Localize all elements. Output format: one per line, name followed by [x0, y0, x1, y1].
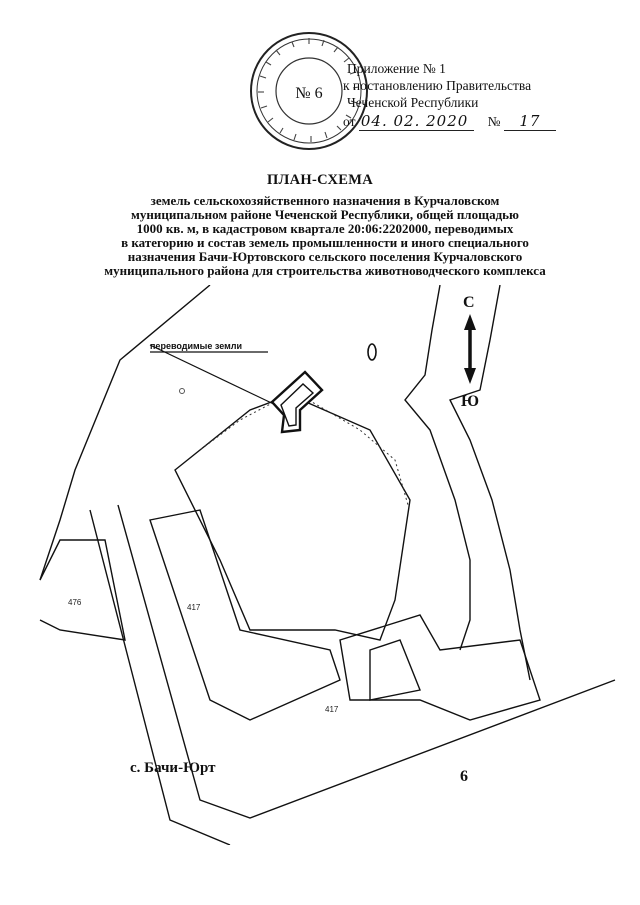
point-marker	[180, 389, 185, 394]
seal-number: № 6	[295, 85, 323, 102]
compass-south-label: Ю	[461, 393, 480, 410]
callout-label: переводимые земли	[150, 341, 242, 351]
arrow-up-icon	[464, 314, 476, 330]
parcel-label: 417	[325, 705, 339, 714]
number-prefix: №	[487, 114, 501, 129]
parcel-476-boundary	[40, 540, 125, 640]
callout-leader	[150, 345, 282, 408]
road-edge-line	[405, 285, 470, 650]
description-line: земель сельскохозяйственного назначения в Курчаловском	[150, 193, 500, 208]
dotted-boundary	[300, 395, 408, 505]
road-edge-line	[90, 510, 230, 845]
description-line: в категорию и состав земель промышленности и иного специального	[121, 235, 529, 250]
document-title: ПЛАН-СХЕМА	[266, 172, 374, 188]
arrow-down-icon	[464, 368, 476, 384]
appendix-block	[343, 60, 556, 131]
road-edge-line	[450, 285, 530, 680]
compass-north-label: С	[463, 294, 475, 311]
sheet-number: 6	[460, 768, 468, 785]
transferred-plot	[272, 372, 322, 432]
date-prefix: от	[343, 114, 356, 129]
document-description	[80, 194, 570, 278]
appendix-date-line	[343, 113, 556, 131]
description-line: муниципальном районе Чеченской Республики, общей площадью	[131, 207, 519, 222]
parcel-label: 417	[187, 603, 201, 612]
settlement-label: с. Бачи-Юрт	[130, 760, 216, 776]
description-line: 1000 кв. м, в кадастровом квартале 20:06:2202000, переводимых	[136, 221, 514, 236]
appendix-line-3: Чеченской Республики	[347, 95, 479, 110]
appendix-line-2: к постановлению Правительства	[343, 78, 532, 93]
description-line: назначения Бачи-Юртовского сельского поселения Курчаловского	[127, 249, 523, 264]
parcel-boundary	[370, 640, 420, 700]
well-marker	[368, 344, 376, 360]
description-line: муниципального района для строительства животноводческого комплекса	[104, 263, 546, 278]
cadastral-map	[0, 285, 640, 845]
parcel-label: 476	[68, 598, 82, 607]
document-number: 17	[504, 113, 556, 131]
appendix-title: Приложение № 1	[347, 61, 446, 76]
north-arrow	[461, 294, 479, 410]
document-date: 04. 02. 2020	[359, 113, 474, 131]
boundary-line	[40, 285, 210, 580]
dotted-boundary	[200, 400, 278, 450]
parcel-417-boundary	[150, 510, 340, 720]
